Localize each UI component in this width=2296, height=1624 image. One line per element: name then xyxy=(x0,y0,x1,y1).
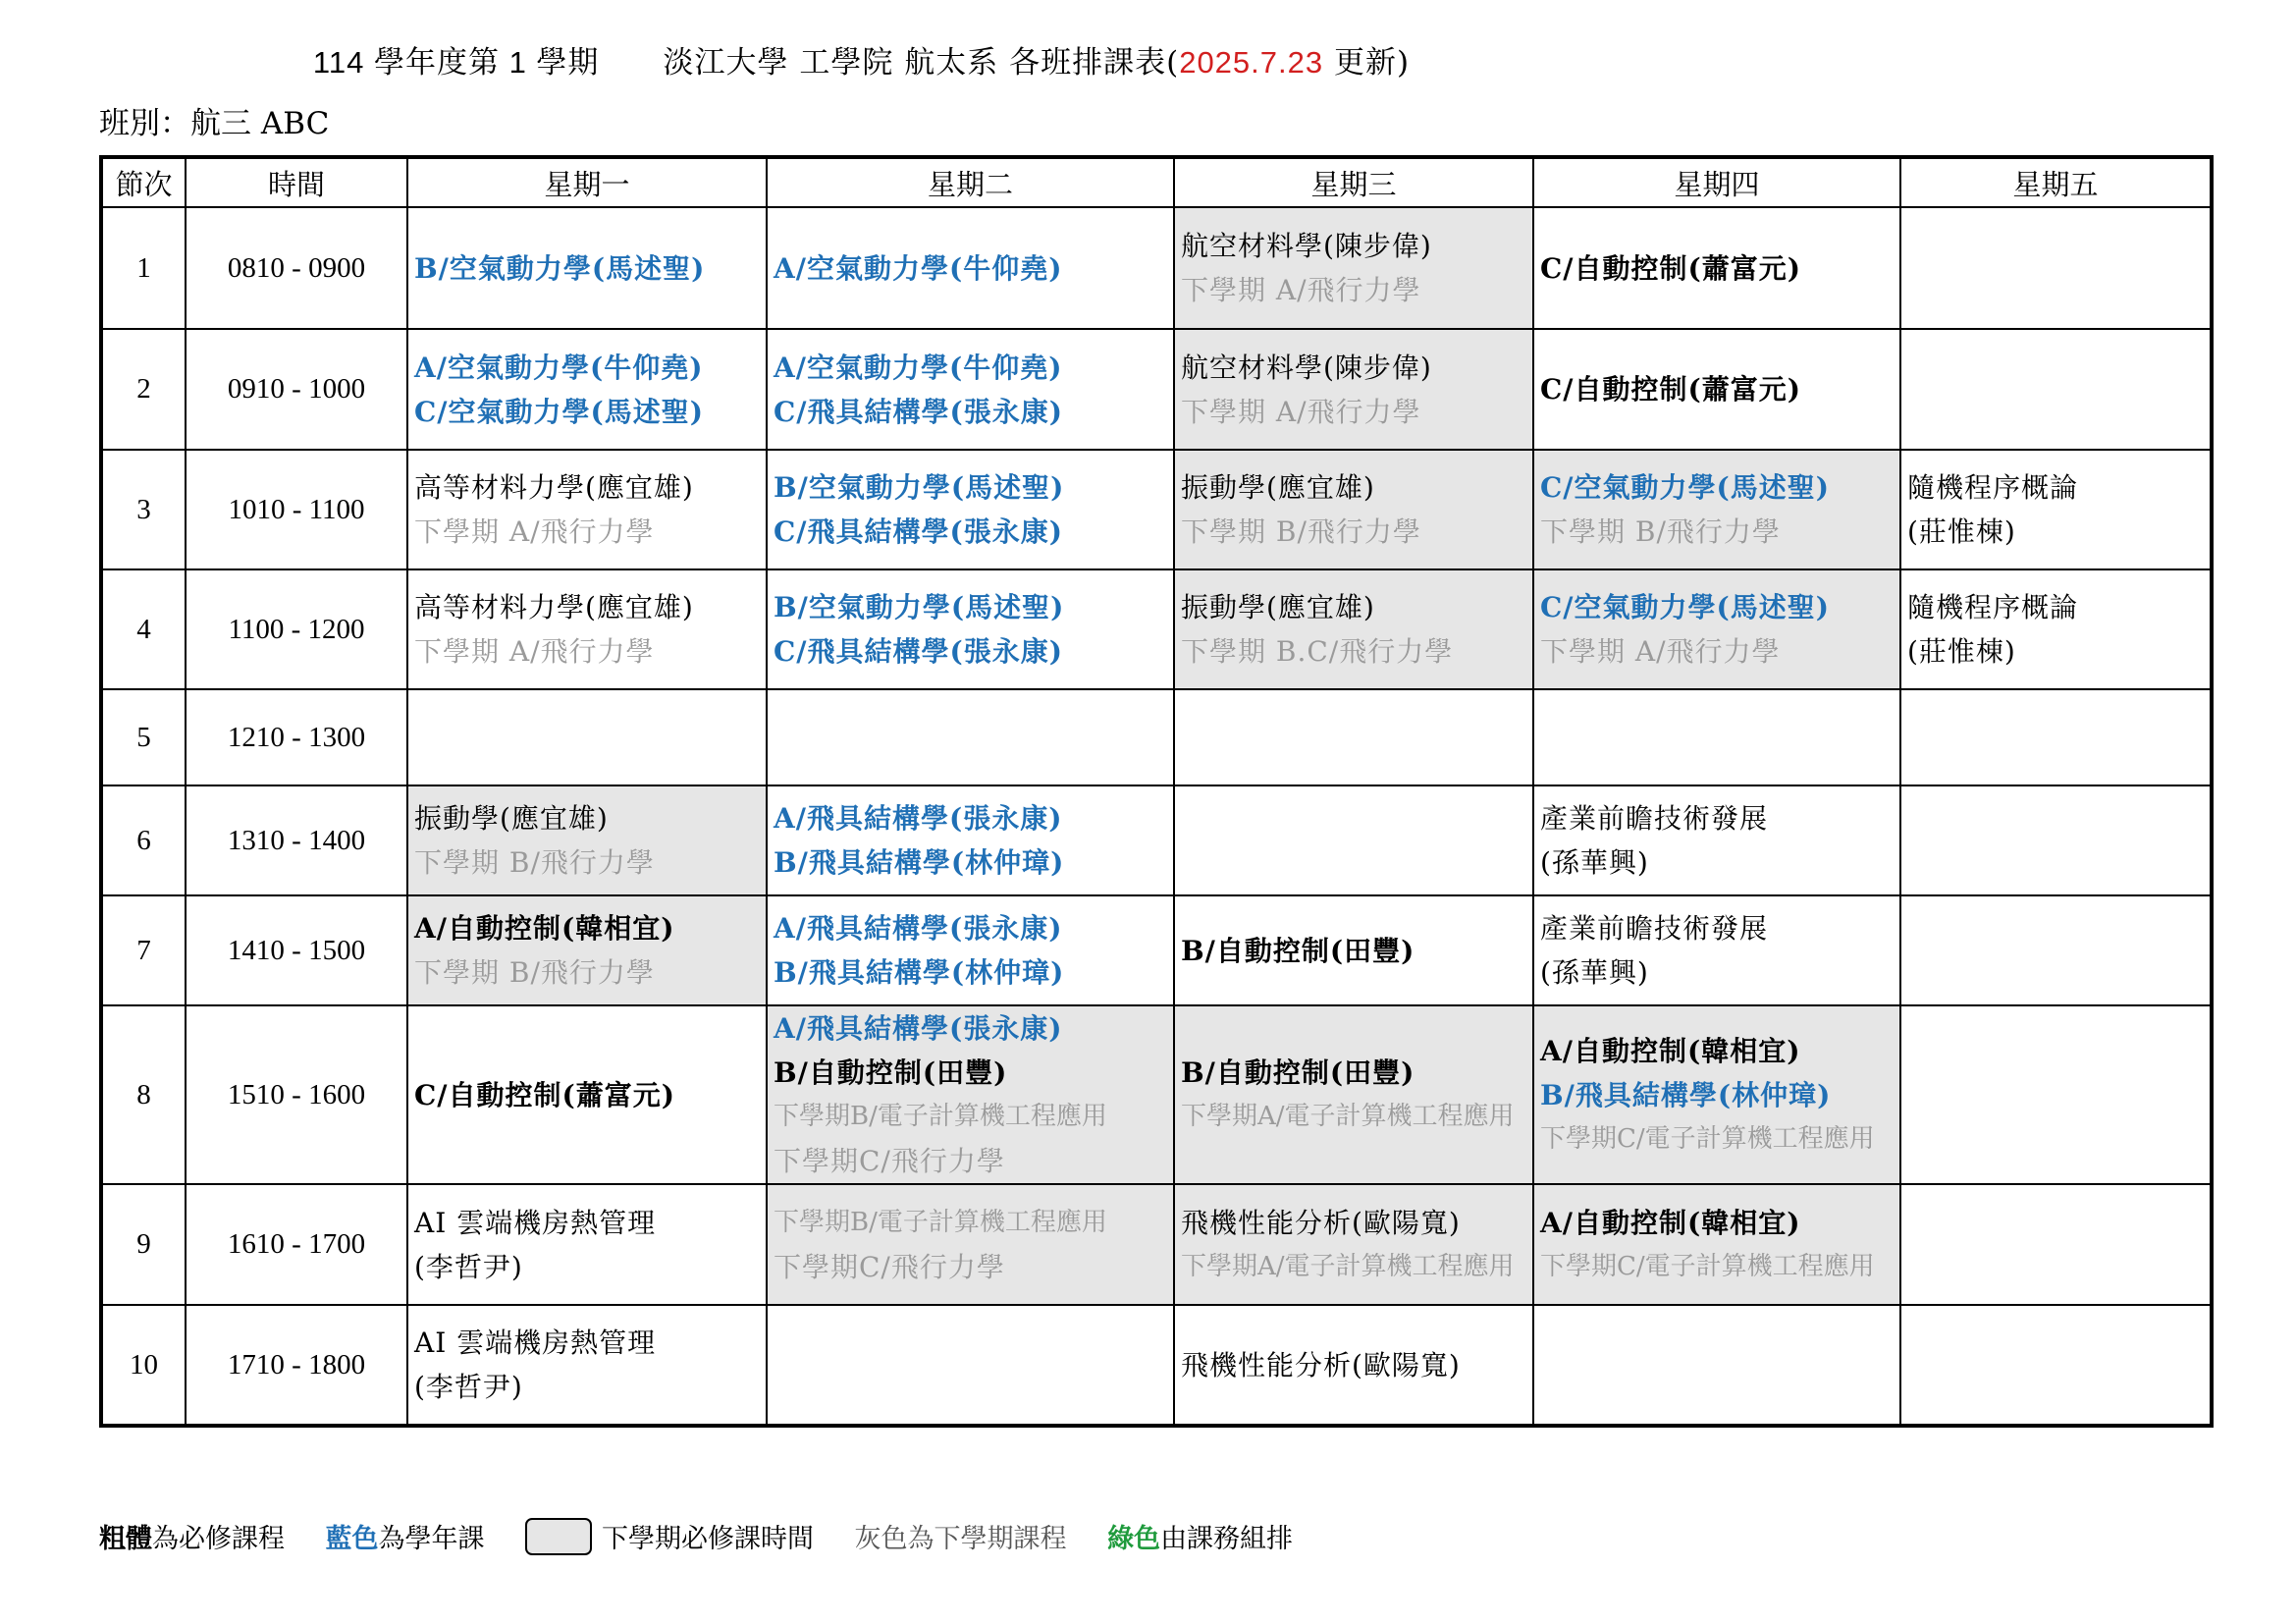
course-line: C/飛具結構學(張永康) xyxy=(774,395,1064,428)
cell-monday xyxy=(407,450,767,569)
term-label: 114 學年度第 1 學期 xyxy=(312,45,600,80)
course-line: 隨機程序概論 xyxy=(1907,591,2079,623)
course-line: C/飛具結構學(張永康) xyxy=(774,515,1064,548)
course-line: A/飛具結構學(張永康) xyxy=(774,802,1063,835)
period-time: 1210 - 1300 xyxy=(186,689,407,785)
page-title xyxy=(0,37,1723,81)
course-line: A/自動控制(韓相宜) xyxy=(1540,1206,1801,1239)
course-line: A/自動控制(韓相宜) xyxy=(1540,1034,1801,1067)
schedule-row xyxy=(101,689,2212,785)
legend-green-text: 由課務組排 xyxy=(1160,1524,1294,1553)
course-line: B/空氣動力學(馬述聖) xyxy=(774,591,1065,623)
period-number: 8 xyxy=(101,1005,186,1184)
course-line: B/空氣動力學(馬述聖) xyxy=(414,251,706,285)
course-line: AI 雲端機房熱管理 xyxy=(414,1326,657,1359)
cell-tuesday xyxy=(767,329,1174,450)
course-line: 高等材料力學(應宜雄) xyxy=(414,591,694,623)
course-line: AI 雲端機房熱管理 xyxy=(414,1206,657,1239)
course-line: (莊惟棟) xyxy=(1907,635,2016,668)
course-line: 下學期 A/飛行力學 xyxy=(1181,274,1421,306)
period-number: 10 xyxy=(101,1305,186,1426)
course-line: 飛機性能分析(歐陽寬) xyxy=(1181,1348,1461,1381)
period-number: 3 xyxy=(101,450,186,569)
course-line: (孫華興) xyxy=(1540,846,1649,879)
course-line: 飛機性能分析(歐陽寬) xyxy=(1181,1206,1461,1239)
course-line: 下學期 A/飛行力學 xyxy=(1181,395,1421,428)
course-line: 下學期B/電子計算機工程應用 xyxy=(774,1207,1107,1237)
period-time: 1410 - 1500 xyxy=(186,895,407,1005)
legend-gray xyxy=(855,1517,1067,1555)
period-number: 7 xyxy=(101,895,186,1005)
cell-monday xyxy=(407,1305,767,1426)
course-line: A/空氣動力學(牛仰堯) xyxy=(414,351,704,384)
period-number: 2 xyxy=(101,329,186,450)
course-line: 振動學(應宜雄) xyxy=(1181,471,1375,504)
course-line: 下學期 A/飛行力學 xyxy=(414,515,655,548)
schedule-row xyxy=(101,207,2212,329)
course-line: C/飛具結構學(張永康) xyxy=(774,635,1064,668)
course-line: A/飛具結構學(張永康) xyxy=(774,912,1063,945)
cell-tuesday xyxy=(767,785,1174,895)
period-number: 9 xyxy=(101,1184,186,1305)
cell-friday xyxy=(1900,1184,2212,1305)
cell-thursday xyxy=(1533,569,1900,689)
cell-wednesday xyxy=(1174,1184,1533,1305)
schedule-row xyxy=(101,329,2212,450)
cell-friday xyxy=(1900,785,2212,895)
cell-tuesday xyxy=(767,569,1174,689)
cell-monday xyxy=(407,785,767,895)
header-row xyxy=(101,157,2212,207)
course-line: B/飛具結構學(林仲璋) xyxy=(774,846,1065,879)
legend-blue-word: 藍色 xyxy=(325,1524,379,1553)
legend-green xyxy=(1107,1517,1293,1555)
course-line: 下學期 A/飛行力學 xyxy=(414,635,655,668)
period-time: 1610 - 1700 xyxy=(186,1184,407,1305)
course-line: C/自動控制(蕭富元) xyxy=(1540,373,1802,406)
schedule-row xyxy=(101,1005,2212,1184)
cell-wednesday xyxy=(1174,569,1533,689)
cell-thursday xyxy=(1533,1005,1900,1184)
cell-thursday xyxy=(1533,785,1900,895)
update-date: 2025.7.23 xyxy=(1179,45,1324,80)
cell-monday xyxy=(407,1005,767,1184)
period-number: 4 xyxy=(101,569,186,689)
course-line: (孫華興) xyxy=(1540,956,1649,989)
course-line: 產業前瞻技術發展 xyxy=(1540,912,1769,945)
course-line: 下學期 B/飛行力學 xyxy=(414,846,655,879)
legend-bold xyxy=(99,1517,285,1555)
cell-tuesday xyxy=(767,450,1174,569)
header-monday: 星期一 xyxy=(407,157,767,207)
legend-bold-text: 為必修課程 xyxy=(152,1524,285,1553)
course-line: 航空材料學(陳步偉) xyxy=(1181,230,1432,262)
cell-wednesday xyxy=(1174,1005,1533,1184)
cell-wednesday xyxy=(1174,329,1533,450)
cell-friday xyxy=(1900,895,2212,1005)
header-wednesday: 星期三 xyxy=(1174,157,1533,207)
period-time: 0910 - 1000 xyxy=(186,329,407,450)
cell-thursday xyxy=(1533,1305,1900,1426)
cell-tuesday xyxy=(767,1005,1174,1184)
cell-monday xyxy=(407,569,767,689)
cell-wednesday xyxy=(1174,207,1533,329)
header-time: 時間 xyxy=(186,157,407,207)
cell-thursday xyxy=(1533,689,1900,785)
course-line: (李哲尹) xyxy=(414,1250,523,1283)
cell-friday xyxy=(1900,450,2212,569)
cell-friday xyxy=(1900,329,2212,450)
course-line: A/飛具結構學(張永康) xyxy=(774,1012,1063,1045)
header-thursday: 星期四 xyxy=(1533,157,1900,207)
cell-friday xyxy=(1900,1005,2212,1184)
cell-thursday xyxy=(1533,450,1900,569)
schedule-row xyxy=(101,1184,2212,1305)
course-line: 下學期A/電子計算機工程應用 xyxy=(1181,1102,1515,1131)
legend-box-text: 下學期必修課時間 xyxy=(602,1524,815,1553)
course-line: C/自動控制(蕭富元) xyxy=(414,1078,676,1111)
course-line: C/空氣動力學(馬述聖) xyxy=(1540,591,1831,623)
cell-wednesday xyxy=(1174,689,1533,785)
course-line: 航空材料學(陳步偉) xyxy=(1181,351,1432,384)
course-line: (莊惟棟) xyxy=(1907,515,2016,548)
course-line: 下學期 B/飛行力學 xyxy=(414,956,655,989)
course-line: C/自動控制(蕭富元) xyxy=(1540,251,1802,285)
cell-thursday xyxy=(1533,207,1900,329)
cell-tuesday xyxy=(767,207,1174,329)
cell-friday xyxy=(1900,569,2212,689)
schedule-table xyxy=(99,155,2214,1428)
cell-friday xyxy=(1900,689,2212,785)
course-line: 下學期C/飛行力學 xyxy=(774,1145,1005,1177)
course-line: 下學期 B/飛行力學 xyxy=(1181,515,1421,548)
period-time: 0810 - 0900 xyxy=(186,207,407,329)
schedule-row xyxy=(101,1305,2212,1426)
cell-monday xyxy=(407,329,767,450)
course-line: 下學期 A/飛行力學 xyxy=(1540,635,1781,668)
course-line: 下學期C/飛行力學 xyxy=(774,1250,1005,1283)
schedule-body xyxy=(101,207,2212,1426)
course-line: 振動學(應宜雄) xyxy=(1181,591,1375,623)
course-line: 下學期 B/飛行力學 xyxy=(1540,515,1781,548)
course-line: B/自動控制(田豐) xyxy=(1181,934,1415,967)
cell-monday xyxy=(407,207,767,329)
cell-monday xyxy=(407,689,767,785)
course-line: C/空氣動力學(馬述聖) xyxy=(1540,471,1831,504)
period-time: 1010 - 1100 xyxy=(186,450,407,569)
class-label: 班別：航三 ABC xyxy=(99,106,330,141)
course-line: 下學期A/電子計算機工程應用 xyxy=(1181,1251,1515,1281)
course-line: A/空氣動力學(牛仰堯) xyxy=(774,351,1063,384)
header-tuesday: 星期二 xyxy=(767,157,1174,207)
legend-box xyxy=(525,1517,814,1555)
cell-tuesday xyxy=(767,689,1174,785)
course-line: 隨機程序概論 xyxy=(1907,471,2079,504)
schedule-row xyxy=(101,785,2212,895)
cell-monday xyxy=(407,895,767,1005)
course-line: A/自動控制(韓相宜) xyxy=(414,912,675,945)
course-line: 產業前瞻技術發展 xyxy=(1540,802,1769,835)
cell-wednesday xyxy=(1174,785,1533,895)
legend-gray-text: 灰色為下學期課程 xyxy=(854,1524,1067,1553)
course-line: A/空氣動力學(牛仰堯) xyxy=(774,251,1063,285)
cell-thursday xyxy=(1533,1184,1900,1305)
legend-blue-text: 為學年課 xyxy=(378,1524,485,1553)
school-label: 淡江大學 工學院 航太系 各班排課表( xyxy=(663,45,1180,81)
cell-wednesday xyxy=(1174,895,1533,1005)
legend xyxy=(99,1517,1326,1555)
period-time: 1510 - 1600 xyxy=(186,1005,407,1184)
course-line: C/空氣動力學(馬述聖) xyxy=(414,395,705,428)
period-number: 6 xyxy=(101,785,186,895)
course-line: B/飛具結構學(林仲璋) xyxy=(774,956,1065,989)
course-line: B/自動控制(田豐) xyxy=(774,1056,1008,1089)
course-line: 下學期C/電子計算機工程應用 xyxy=(1540,1251,1875,1281)
course-line: 下學期C/電子計算機工程應用 xyxy=(1540,1123,1875,1154)
period-time: 1100 - 1200 xyxy=(186,569,407,689)
course-line: 下學期 B.C/飛行力學 xyxy=(1181,635,1454,668)
cell-wednesday xyxy=(1174,450,1533,569)
header-period: 節次 xyxy=(101,157,186,207)
schedule-row xyxy=(101,450,2212,569)
period-number: 1 xyxy=(101,207,186,329)
schedule-row xyxy=(101,569,2212,689)
cell-wednesday xyxy=(1174,1305,1533,1426)
cell-friday xyxy=(1900,1305,2212,1426)
course-line: (李哲尹) xyxy=(414,1371,523,1403)
course-line: B/自動控制(田豐) xyxy=(1181,1056,1415,1089)
course-line: 振動學(應宜雄) xyxy=(414,802,609,835)
course-line: 下學期B/電子計算機工程應用 xyxy=(774,1102,1107,1131)
gray-box-swatch xyxy=(525,1518,592,1555)
cell-friday xyxy=(1900,207,2212,329)
legend-blue xyxy=(326,1517,485,1555)
header-friday: 星期五 xyxy=(1900,157,2212,207)
legend-bold-word: 粗體 xyxy=(99,1524,152,1553)
course-line: B/空氣動力學(馬述聖) xyxy=(774,471,1065,504)
update-suffix: 更新) xyxy=(1323,45,1411,81)
cell-tuesday xyxy=(767,1305,1174,1426)
period-time: 1710 - 1800 xyxy=(186,1305,407,1426)
cell-monday xyxy=(407,1184,767,1305)
course-line: 高等材料力學(應宜雄) xyxy=(414,471,694,504)
legend-green-word: 綠色 xyxy=(1107,1524,1161,1553)
cell-thursday xyxy=(1533,895,1900,1005)
schedule-row xyxy=(101,895,2212,1005)
cell-tuesday xyxy=(767,1184,1174,1305)
cell-tuesday xyxy=(767,895,1174,1005)
period-number: 5 xyxy=(101,689,186,785)
course-line: B/飛具結構學(林仲璋) xyxy=(1540,1078,1832,1111)
period-time: 1310 - 1400 xyxy=(186,785,407,895)
cell-thursday xyxy=(1533,329,1900,450)
